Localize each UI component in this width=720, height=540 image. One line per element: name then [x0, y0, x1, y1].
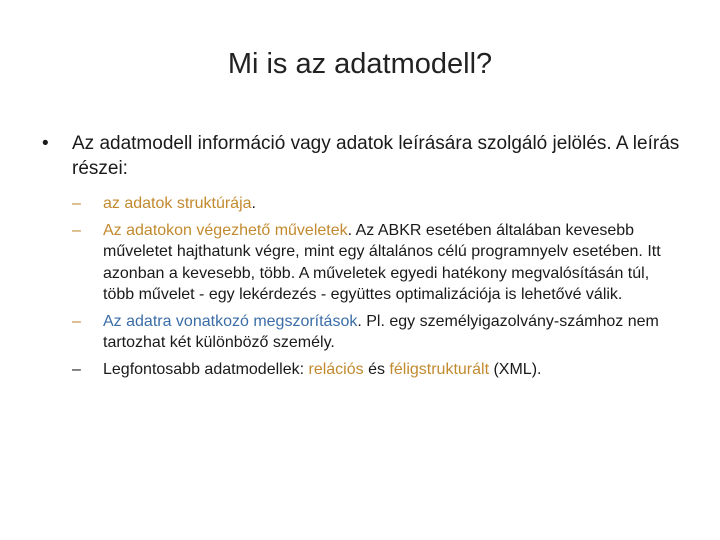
sub-item-text: . Pl. egy személyigazolvány-számhoz nem tartozhat két különböző személy. — [103, 312, 659, 351]
sub-item-text: az adatok — [103, 195, 177, 212]
main-bullet — [36, 131, 686, 181]
highlight-term: műveletek — [274, 221, 348, 239]
sub-item-text: (XML). — [489, 360, 542, 378]
dash-marker: – — [72, 312, 81, 330]
main-bullet-text: Az adatmodell információ vagy adatok leírására szolgáló jelölés. A leírás részei: — [72, 133, 680, 179]
highlight-term: féligstrukturált — [389, 360, 490, 378]
highlight-term: struktúrája — [176, 195, 252, 212]
slide-title: Mi is az adatmodell? — [227, 48, 493, 80]
sub-item-operations — [72, 220, 672, 306]
sub-item-models — [72, 359, 672, 381]
highlight-term: megszorítások — [253, 312, 358, 330]
dash-marker: – — [72, 221, 81, 239]
dash-marker: – — [72, 360, 81, 378]
sub-item-structure — [72, 193, 672, 215]
sub-bullet-list — [72, 193, 672, 385]
sub-item-text: és — [363, 360, 390, 378]
sub-item-text: Legfontosabb adatmodellek: — [103, 360, 309, 378]
sub-item-constraints — [72, 311, 672, 354]
bullet-marker: • — [42, 133, 49, 154]
dash-marker: – — [72, 195, 81, 212]
sub-item-text: Az adatokon végezhető — [103, 221, 275, 239]
sub-item-text: . Az ABKR esetében általában kevesebb műveletet hajthatunk végre, mint egy általános célú programnyelv esetében. Itt azonban a kevesebb, több. A műveletek egyedi hatékony megvalósításán túl, több művelet - egy lekérdezés - együttes optimalizációja is lehetővé válik. — [103, 221, 661, 303]
highlight-term: relációs — [308, 360, 364, 378]
sub-item-text: Az adatra vonatkozó — [103, 312, 254, 330]
sub-item-text: . — [251, 195, 256, 212]
